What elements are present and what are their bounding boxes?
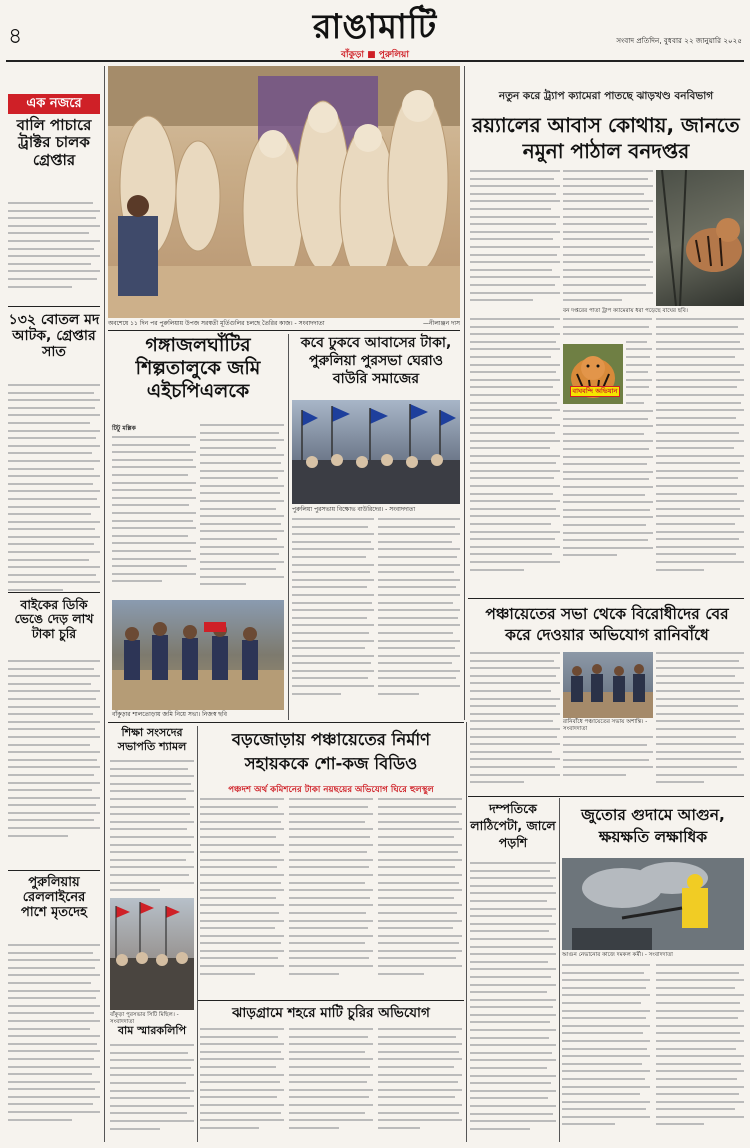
bam-headline: বাম স্মারকলিপি xyxy=(117,1024,187,1037)
left-divider-2 xyxy=(8,592,100,593)
fire-illustration xyxy=(562,858,744,950)
housing-protest-illustration xyxy=(292,400,460,504)
page-number: ৪ xyxy=(8,24,23,49)
fire-photo xyxy=(562,858,744,950)
left-divider-1 xyxy=(8,306,100,307)
jhargram-body-2 xyxy=(289,1028,373,1140)
bike-body xyxy=(8,660,100,856)
idols-credit: —নীলাঞ্জন দাস xyxy=(423,320,460,327)
ganga-byline: টিটু মল্লিক xyxy=(112,425,136,432)
tiger-inset-label-text: বাঘবন্দি অভিযান xyxy=(572,387,618,395)
liquor-headline: ১৩২ বোতল মদ আটক, গ্রেপ্তার সাত xyxy=(8,312,100,361)
idols-illustration xyxy=(108,66,460,318)
rani-caption: রানিবাঁধে পঞ্চায়েতের সভায় অশান্তি। - সংবাদদাতা xyxy=(563,719,648,732)
ganga-photo xyxy=(112,600,284,710)
tiger-body-3 xyxy=(470,318,560,580)
center-divider-3 xyxy=(198,1000,464,1001)
sand-body xyxy=(8,202,100,302)
fire-body-2 xyxy=(656,964,744,1140)
housing-body-1 xyxy=(292,518,374,718)
center-col-rule-2 xyxy=(197,726,198,1142)
barjora-headline: বড়জোড়ায় পঞ্চায়েতের নির্মাণ সহায়ককে শো-কজ বিডিও xyxy=(231,730,431,773)
left-column-rule xyxy=(104,66,105,1142)
ganga-caption: বাঁকুড়ার শালতোড়ায় জমি নিয়ে সভা। নিজস্ব ছবি xyxy=(112,711,228,718)
couple-headline: দম্পতিকে লাঠিপেটা, জালে পড়শি xyxy=(470,801,556,850)
shiksha-body xyxy=(110,760,194,894)
shiksha-headline: শিক্ষা সংসদের সভাপতি শ্যামল xyxy=(117,726,187,753)
rani-photo xyxy=(563,652,653,718)
idols-photo xyxy=(108,66,460,318)
jhargram-headline: ঝাড়গ্রামে শহরে মাটি চুরির অভিযোগ xyxy=(232,1005,430,1021)
ganga-body-1 xyxy=(112,436,196,596)
rani-body-1 xyxy=(470,652,560,792)
tiger-body-6 xyxy=(563,410,653,580)
jhargram-body-1 xyxy=(200,1028,284,1140)
ek-nojore-label: এক নজরে xyxy=(26,96,82,111)
jhargram-body-3 xyxy=(378,1028,462,1140)
center-top-rule xyxy=(108,330,460,331)
bam-body xyxy=(110,1044,194,1140)
ganga-meeting-illustration xyxy=(112,600,284,710)
tiger-inset-label xyxy=(570,386,620,397)
barjora-body-1 xyxy=(200,798,284,994)
purulia-rally-photo xyxy=(110,898,194,1010)
housing-headline: কবে ঢুকবে আবাসের টাকা, পুরুলিয়া পুরসভা ঘেরাও বাউরি সমাজের xyxy=(300,335,452,387)
right-col-rule xyxy=(466,722,467,1142)
center-col-rule-1 xyxy=(288,334,289,720)
center-divider-2 xyxy=(108,722,464,723)
section-title: রাঙামাটি xyxy=(312,7,438,47)
rani-body-2 xyxy=(563,736,653,792)
trapcam-photo xyxy=(656,170,744,306)
tiger-headline: রয়্যালের আবাস কোথায়, জানতে নমুনা পাঠাল বনদপ্তর xyxy=(472,113,740,163)
fire-headline: জুতোর গুদামে আগুন, ক্ষয়ক্ষতি লক্ষাধিক xyxy=(581,806,725,846)
fire-caption: আগুন নেভানোর কাজে দমকল কর্মী। - সংবাদদাতা xyxy=(562,952,673,958)
tiger-body-7 xyxy=(656,318,744,580)
liquor-body xyxy=(8,384,100,600)
barjora-body-2 xyxy=(289,798,373,994)
housing-photo xyxy=(292,400,460,504)
right-col-rule-2 xyxy=(559,798,560,1142)
couple-body xyxy=(470,862,556,1140)
section-districts: বাঁকুড়া ■ পুরুলিয়া xyxy=(341,50,409,60)
issue-date: সংবাদ প্রতিদিন, বুধবার ২২ জানুয়ারি ২০২৫ xyxy=(616,36,742,45)
bike-headline: বাইকের ডিকি ভেঙে দেড় লাখ টাকা চুরি xyxy=(14,597,94,641)
ganga-body-2 xyxy=(200,424,284,596)
tiger-body-2 xyxy=(563,170,653,310)
right-divider-2 xyxy=(468,796,744,797)
rani-headline: পঞ্চায়েতের সভা থেকে বিরোধীদের বের করে দেওয়ার অভিযোগ রানিবাঁধে xyxy=(485,605,729,644)
center-right-rule xyxy=(464,66,465,720)
tiger-kicker: নতুন করে ট্র্যাপ ক্যামেরা পাতছে ঝাড়খণ্ড বনবিভাগ xyxy=(498,90,714,102)
left-divider-3 xyxy=(8,870,100,871)
idols-caption: অবশেষে ১১ দিন পর পুরুলিয়ায় উপজ সরস্বতী মূর্তিগুলির চলছে তৈরির কাজ। - সংবাদদাতা xyxy=(108,320,325,327)
sand-headline: বালি পাচারে ট্রাক্টর চালক গ্রেপ্তার xyxy=(16,116,92,169)
railway-headline: পুরুলিয়ায় রেললাইনের পাশে মৃতদেহ xyxy=(21,875,87,920)
tiger-caption: বন দপ্তরের পাতা ট্রাপ ক্যামেরায় ধরা পড়েছে বাঘের ছবি। xyxy=(563,308,688,314)
purulia-rally-caption: বাঁকুড়া পুরসভার সিটি মিছিল। - সংবাদদাতা xyxy=(110,1012,179,1025)
fire-body-1 xyxy=(562,964,650,1140)
barjora-kicker: পঞ্চদশ অর্থ কমিশনের টাকা নয়ছয়ের অভিযোগ ঘিরে হুলস্থুল xyxy=(228,785,434,795)
rani-meeting-illustration xyxy=(563,652,653,718)
ek-nojore-banner xyxy=(8,94,100,114)
housing-caption: পুরুলিয়া পুরসভায় বিক্ষোভ বাউরিদের। - সংবাদদাতা xyxy=(292,506,416,513)
trapcam-tiger-illustration xyxy=(656,170,744,306)
ganga-headline: গঙ্গাজলঘাঁটির শিল্পতালুকে জমি এইচপিএলকে xyxy=(135,334,261,402)
purulia-rally-illustration xyxy=(110,898,194,1010)
housing-body-2 xyxy=(378,518,460,718)
masthead-rule xyxy=(6,60,744,62)
tiger-body-1 xyxy=(470,170,560,310)
railway-body xyxy=(8,944,100,1140)
right-divider-1 xyxy=(468,598,744,599)
barjora-body-3 xyxy=(378,798,462,994)
rani-body-3 xyxy=(656,652,744,792)
